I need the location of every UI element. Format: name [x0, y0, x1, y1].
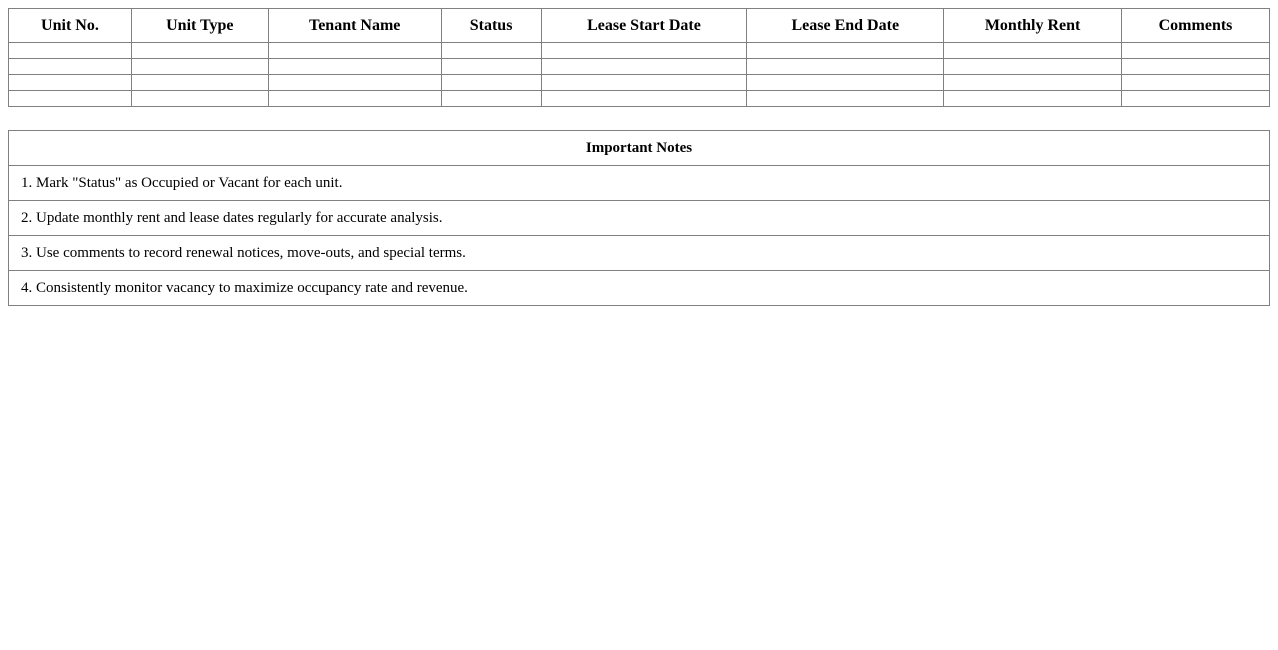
- table-cell[interactable]: [268, 59, 441, 75]
- table-cell[interactable]: [131, 43, 268, 59]
- notes-header-row: [9, 131, 1270, 166]
- table-cell[interactable]: [9, 91, 132, 107]
- table-cell[interactable]: [541, 43, 747, 59]
- column-header-comments: Comments: [1122, 9, 1270, 43]
- table-cell[interactable]: [944, 91, 1122, 107]
- table-cell[interactable]: [9, 75, 132, 91]
- table-cell[interactable]: [1122, 75, 1270, 91]
- column-header-unit-type: Unit Type: [131, 9, 268, 43]
- table-cell[interactable]: [944, 75, 1122, 91]
- column-header-tenant-name: Tenant Name: [268, 9, 441, 43]
- note-item-1: 1. Mark "Status" as Occupied or Vacant for each unit.: [9, 166, 1270, 201]
- table-cell[interactable]: [441, 91, 541, 107]
- table-cell[interactable]: [441, 59, 541, 75]
- list-item: [9, 166, 1270, 201]
- column-header-lease-start-date: Lease Start Date: [541, 9, 747, 43]
- table-row: [9, 75, 1270, 91]
- table-cell[interactable]: [1122, 43, 1270, 59]
- table-cell[interactable]: [747, 59, 944, 75]
- table-cell[interactable]: [131, 59, 268, 75]
- table-cell[interactable]: [9, 43, 132, 59]
- units-table: [8, 8, 1270, 107]
- table-cell[interactable]: [747, 43, 944, 59]
- table-cell[interactable]: [541, 91, 747, 107]
- list-item: [9, 201, 1270, 236]
- table-cell[interactable]: [268, 43, 441, 59]
- table-cell[interactable]: [1122, 91, 1270, 107]
- table-row: [9, 59, 1270, 75]
- table-cell[interactable]: [131, 75, 268, 91]
- table-cell[interactable]: [441, 75, 541, 91]
- table-cell[interactable]: [747, 75, 944, 91]
- table-cell[interactable]: [441, 43, 541, 59]
- table-cell[interactable]: [9, 59, 132, 75]
- note-item-4: 4. Consistently monitor vacancy to maximize occupancy rate and revenue.: [9, 271, 1270, 306]
- table-cell[interactable]: [268, 91, 441, 107]
- header-row: [9, 9, 1270, 43]
- column-header-status: Status: [441, 9, 541, 43]
- column-header-lease-end-date: Lease End Date: [747, 9, 944, 43]
- list-item: [9, 271, 1270, 306]
- table-cell[interactable]: [944, 59, 1122, 75]
- notes-title: Important Notes: [9, 131, 1270, 166]
- list-item: [9, 236, 1270, 271]
- table-row: [9, 43, 1270, 59]
- important-notes-table: [8, 130, 1270, 306]
- column-header-unit-no: Unit No.: [9, 9, 132, 43]
- table-cell[interactable]: [944, 43, 1122, 59]
- table-cell[interactable]: [131, 91, 268, 107]
- table-row: [9, 91, 1270, 107]
- table-cell[interactable]: [541, 75, 747, 91]
- note-item-3: 3. Use comments to record renewal notices, move-outs, and special terms.: [9, 236, 1270, 271]
- table-cell[interactable]: [541, 59, 747, 75]
- table-cell[interactable]: [747, 91, 944, 107]
- column-header-monthly-rent: Monthly Rent: [944, 9, 1122, 43]
- note-item-2: 2. Update monthly rent and lease dates regularly for accurate analysis.: [9, 201, 1270, 236]
- table-cell[interactable]: [1122, 59, 1270, 75]
- table-cell[interactable]: [268, 75, 441, 91]
